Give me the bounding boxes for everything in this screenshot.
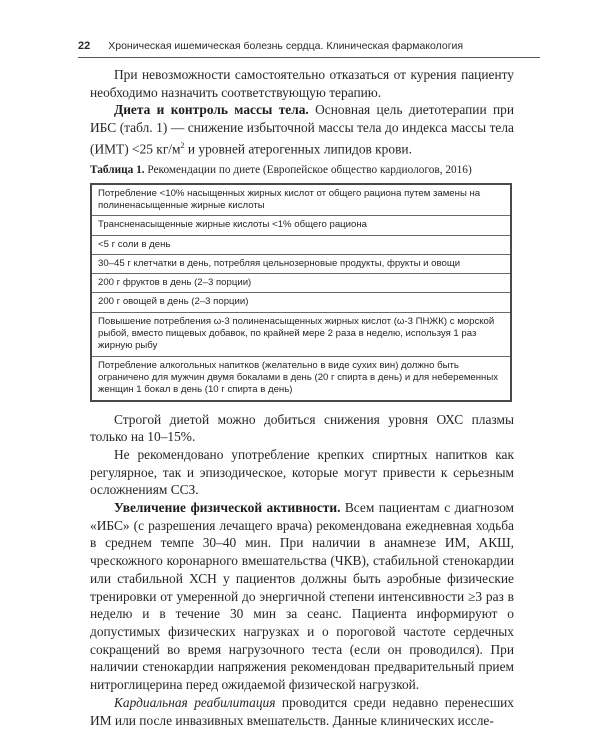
paragraph-smoking: При невозможности самостоятельно отказаться от курения пациенту необходимо назначить соответствующую терапию. [90,67,514,100]
paragraph-diet [90,101,514,158]
running-title: Хроническая ишемическая болезнь сердца. Клиническая фармакология [108,40,464,52]
table-row [91,235,511,254]
rehab-term: Кардиальная реабилитация [114,694,276,710]
paragraph-alcohol: Не рекомендовано употребление крепких спиртных напитков как регулярное, так и эпизодическое, которые могут привести к серьезным осложнениям ССЗ. [90,446,514,498]
page-body [90,66,514,729]
table-cell: Потребление алкогольных напитков (желательно в виде сухих вин) должно быть ограничено для мужчин двумя бокалами в день (20 г спирта в день) и для небеременных женщин 1 бокал в день (10 г спирта в день) [91,356,511,400]
diet-tail: и уровней атерогенных липидов крови. [184,141,412,157]
table-caption-label: Таблица 1. [90,163,145,176]
table-row [91,312,511,356]
running-header [78,40,540,58]
diet-recommendations-table [90,183,512,402]
table-row [91,254,511,273]
diet-heading: Диета и контроль массы тела. [114,102,309,118]
table-row [91,184,511,216]
paragraph-cholesterol: Строгой диетой можно добиться снижения уровня ОХС плазмы только на 10–15%. [90,411,514,445]
page-number: 22 [78,40,91,52]
table-cell: Повышение потребления ω-3 полиненасыщенных жирных кислот (ω-3 ПНЖК) с морской рыбой, вместо пищевых добавок, по крайней мере 2 раза в неделю, используя 1 раз жирную рыбу [91,312,511,356]
paragraph-activity [90,499,514,694]
paragraph-rehab [90,694,514,729]
table-cell: 30–45 г клетчатки в день, потребляя цельнозерновые продукты, фрукты и овощи [91,254,511,273]
table-row [91,274,511,293]
diet-text: Основная цель диетотерапии при ИБС (табл. 1) — снижение избыточной массы тела до индекса массы тела (ИМТ) <25 кг/м [90,102,514,157]
table-cell: Трансненасыщенные жирные кислоты <1% общего рациона [91,216,511,235]
table-cell: <5 г соли в день [91,235,511,254]
diet-sup: 2 [180,140,185,150]
table-row [91,216,511,235]
table-cell: Потребление <10% насыщенных жирных кислот от общего рациона путем замены на полиненасыщенные жирные кислоты [91,184,511,216]
table-caption [90,162,514,180]
rehab-text: проводится среди недавно перенесших ИМ или после инвазивных вмешательств. Данные клинических иссле- [90,694,514,728]
table-caption-text: Рекомендации по диете (Европейское общество кардиологов, 2016) [144,163,472,176]
table-cell: 200 г фруктов в день (2–3 порции) [91,274,511,293]
table-cell: 200 г овощей в день (2–3 порции) [91,293,511,312]
activity-text: Всем пациентам с диагнозом «ИБС» (с разрешения лечащего врача) рекомендована ежедневная ходьба в среднем темпе 30–40 мин. При наличии в анамнезе ИМ, АКШ, чрескожного коронарного вмешательства (ЧКВ), стабильной стенокардии или стабильной ХСН у пациентов должны быть аэробные физические тренировки от умеренной до энергичной степени интенсивности ≥3 раз в неделю и в течение 30 мин за сеанс. Пациента информируют о допустимых физических нагрузках и о пороговой частоте сердечных сокращений во время нагрузочного теста (если он проводился). При наличии стенокардии напряжения рекомендован предварительный прием нитроглицерина перед ожидаемой физической нагрузкой. [90,500,514,693]
table-row [91,356,511,400]
activity-heading: Увеличение физической активности. [114,500,341,516]
table-row [91,293,511,312]
